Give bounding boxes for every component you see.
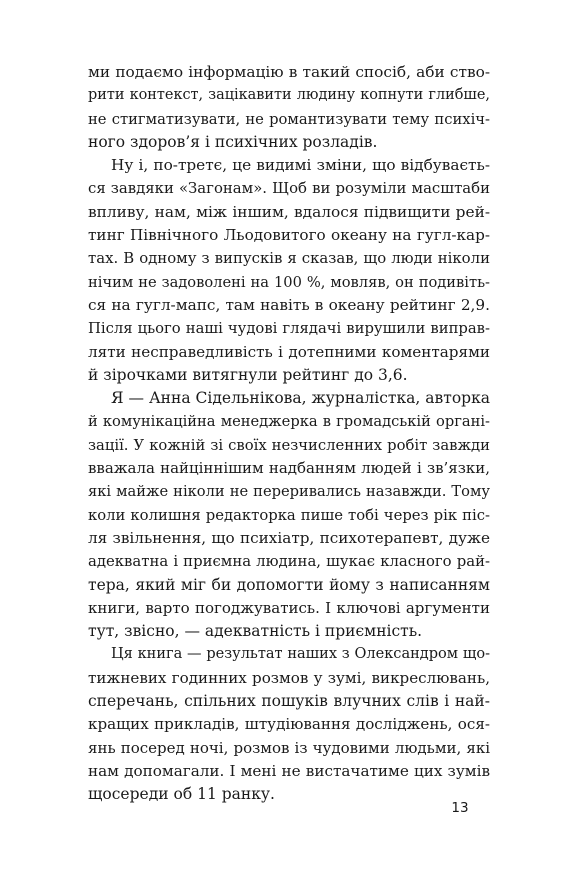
text-line: ся на гугл-мапс, там навіть в океану рейтинг 2,9.	[88, 295, 490, 314]
text-line: зації. У кожній зі своїх незчисленних робіт завжди	[88, 436, 490, 454]
text-line: кращих прикладів, штудіювання досліджень, ося-	[88, 715, 490, 734]
text-line: рити контекст, зацікавити людину копнути глибше,	[88, 87, 490, 104]
text-line: ми подаємо інформацію в такий спосіб, аби ство-	[88, 63, 490, 81]
text-line: впливу, нам, між іншим, вдалося підвищити рей-	[88, 202, 490, 221]
text-line: й комунікаційна менеджерка в громадській органі-	[88, 413, 490, 431]
paragraph-2	[88, 154, 490, 387]
text-line: щосереди об 11 ранку.	[88, 785, 275, 804]
text-line: Ця книга — результат наших з Олександром що-	[111, 646, 490, 663]
text-line: тах. В одному з випусків я сказав, що люди ніколи	[88, 249, 490, 268]
text-line: ля звільнення, що психіатр, психотерапевт, дуже	[88, 528, 490, 547]
paragraph-3	[88, 387, 490, 643]
text-line: тижневих годинних розмов у зумі, викреслювань,	[88, 668, 490, 687]
text-line: адекватна і приємна людина, шукає класного рай-	[88, 552, 490, 571]
text-line: янь посеред ночі, розмов із чудовими людьми, які	[88, 738, 490, 757]
text-line: ся завдяки «Загонам». Щоб ви розуміли масштаби	[88, 179, 490, 198]
text-line: ного здоров’я і психічних розладів.	[88, 132, 378, 151]
text-line: вважала найціннішим надбанням людей і зв’язки,	[88, 459, 490, 478]
text-line: й зірочками витягнули рейтинг до 3,6.	[88, 365, 408, 384]
text-line: які майже ніколи не переривались назавжди. Тому	[88, 483, 490, 501]
paragraph-4	[88, 643, 490, 806]
body-text	[88, 61, 490, 807]
text-line: коли колишня редакторка пише тобі через рік піс-	[88, 506, 490, 524]
text-line: сперечань, спільних пошуків влучних слів і най-	[88, 692, 490, 711]
text-line: не стигматизувати, не романтизувати тему психіч-	[88, 110, 490, 128]
text-line: Після цього наші чудові глядачі вирушили виправ-	[88, 320, 490, 338]
text-line: Ну і, по-третє, це видимі зміни, що відбуваєть-	[111, 156, 490, 175]
text-line: Я — Анна Сідельнікова, журналістка, авторка	[111, 389, 490, 408]
text-line: тинг Північного Льодовитого океану на гугл-кар-	[88, 226, 490, 245]
text-line: нам допомагали. І мені не вистачатиме цих зумів	[88, 761, 490, 780]
text-line: книги, варто погоджуватись. І ключові аргументи	[88, 598, 490, 617]
paragraph-1	[88, 61, 490, 154]
page-number: 13	[451, 800, 469, 816]
text-line: тут, звісно, — адекватність і приємність.	[88, 622, 423, 641]
text-line: тера, який міг би допомогти йому з написанням	[88, 575, 490, 594]
text-line: ляти несправедливість і дотепними коментарями	[88, 342, 490, 361]
text-line: нічим не задоволені на 100 %, мовляв, он подивіть-	[88, 273, 490, 291]
